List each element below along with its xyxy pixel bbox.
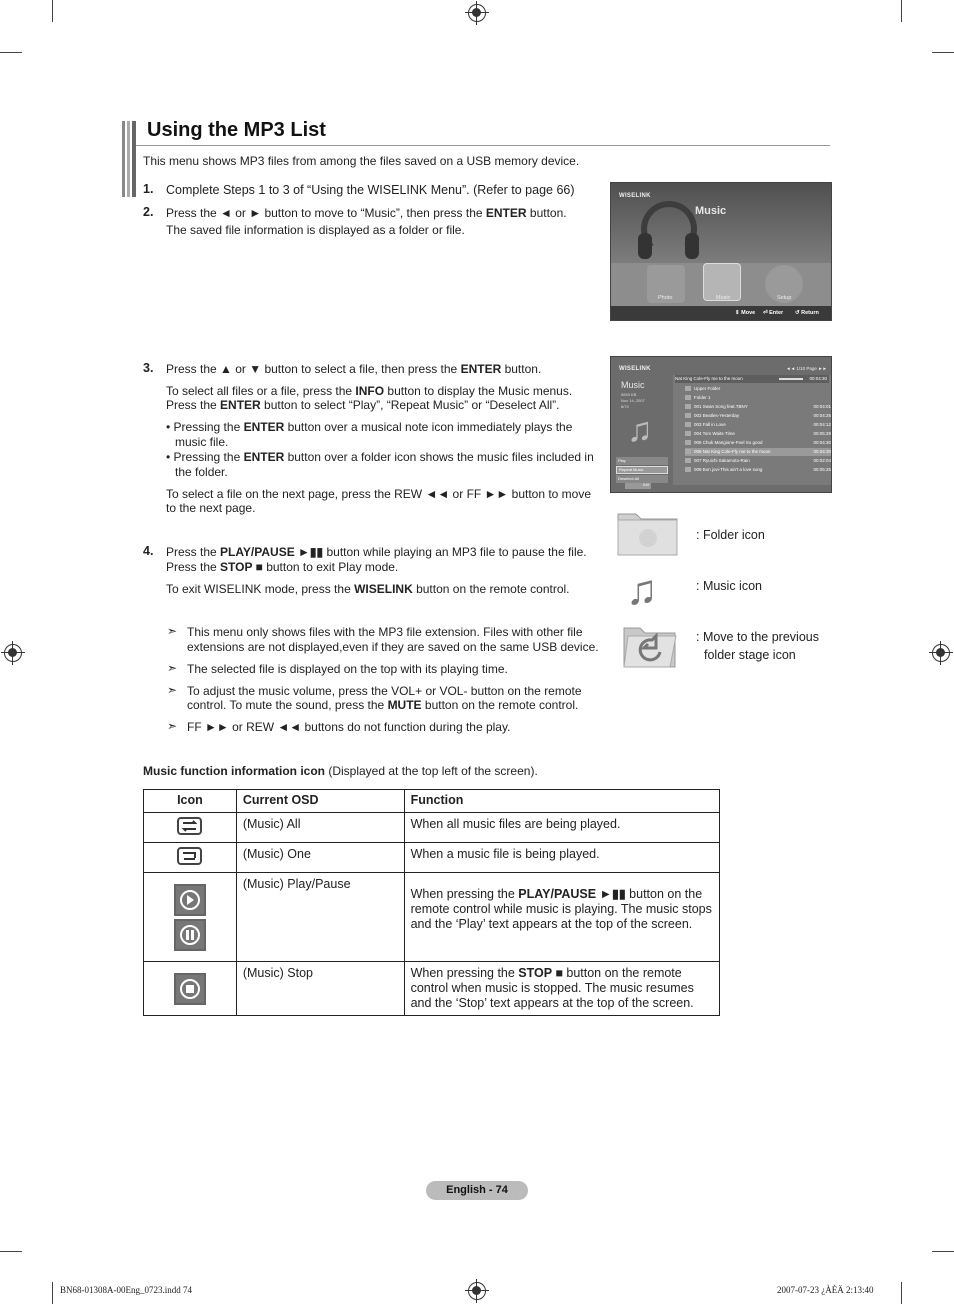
- step-3-line-1: Press the ▲ or ▼ button to select a file, then press the ENTER button.: [166, 362, 542, 376]
- step-1-text: Complete Steps 1 to 3 of “Using the WISELINK Menu”. (Refer to page 66): [166, 183, 575, 197]
- repeat-one-icon: [177, 847, 202, 865]
- previous-folder-icon: [620, 622, 680, 670]
- list-item[interactable]: 008 Bon jovi-This ain't a love song 00:05:25: [685, 466, 832, 474]
- note-marker-icon: ➣: [167, 624, 178, 638]
- registration-mark-icon: [468, 4, 486, 22]
- step-2-line-2: The saved file information is displayed as a folder or file.: [166, 223, 465, 237]
- title-accent-bar: [122, 121, 136, 197]
- step-number: 3.: [143, 361, 154, 375]
- crop-mark: [932, 1251, 954, 1252]
- crop-mark: [52, 1282, 53, 1304]
- crop-mark: [932, 52, 954, 53]
- note-marker-icon: ➣: [167, 719, 178, 733]
- music-function-table: [143, 789, 720, 1016]
- screen-title: Music: [695, 205, 727, 217]
- note-3-line-1: To adjust the music volume, press the VOL+ or VOL- button on the remote: [187, 684, 582, 698]
- crop-mark: [52, 0, 53, 22]
- step-3-bullet-1: • Pressing the ENTER button over a musical note icon immediately plays the: [166, 420, 573, 434]
- list-item[interactable]: 003 Fall in Love 00:04:12: [685, 421, 832, 429]
- step-number: 2.: [143, 205, 154, 219]
- list-item-selected[interactable]: 006 Nat King Cole-Fly me to the moon 00:04:30: [685, 448, 832, 456]
- list-item[interactable]: 004 Tom Waits-Time 00:05:29: [685, 430, 832, 438]
- header-function: Function: [404, 790, 719, 813]
- table-header-row: [144, 790, 720, 813]
- file-list-panel: [673, 375, 831, 485]
- screen-title: Music: [621, 380, 645, 390]
- registration-mark-icon: [468, 1282, 486, 1300]
- music-note-icon: ♫: [627, 411, 653, 449]
- enter-hint: ⏎ Enter: [763, 310, 784, 316]
- folder-icon-label: : Folder icon: [696, 528, 765, 542]
- step-3-bullet-2: • Pressing the ENTER button over a folder icon shows the music files included in: [166, 450, 594, 464]
- page-indicator: ◄◄ 1/10 Page ►►: [786, 366, 827, 371]
- stop-icon: [174, 973, 206, 1005]
- list-item[interactable]: 002 Beatles-Yesterday 00:04:25: [685, 412, 832, 420]
- note-1-line-1: This menu only shows files with the MP3 file extension. Files with other file: [187, 625, 583, 639]
- step-3-bullet-2-cont: the folder.: [175, 465, 228, 479]
- repeat-all-icon: [177, 817, 202, 835]
- list-item[interactable]: 005 Chuk Mangione-Feel So good 00:04:30: [685, 439, 832, 447]
- crop-mark: [901, 1282, 902, 1304]
- setup-label: Setup: [777, 295, 792, 301]
- wiselink-logo: WISELINK: [619, 366, 651, 372]
- crop-mark: [901, 0, 902, 22]
- now-playing-bar: Nat King Cole-Fly me to the moon 00:04:30: [675, 376, 827, 381]
- list-item[interactable]: 001 Swan Song feat.TBNY 00:04:01: [685, 403, 832, 411]
- pause-icon: [174, 919, 206, 951]
- menu-repeat-music[interactable]: Repeat Music: [616, 466, 668, 474]
- list-item[interactable]: Upper Folder: [685, 385, 832, 393]
- list-item[interactable]: 007 Ryuichi Sakamoto-Rain 00:02:04: [685, 457, 832, 465]
- step-number: 4.: [143, 544, 154, 558]
- step-3-page-line-2: to the next page.: [166, 501, 256, 515]
- note-marker-icon: ➣: [167, 683, 178, 697]
- title-divider: [136, 145, 830, 146]
- music-list-screenshot: [610, 356, 832, 493]
- photo-label: Photo: [658, 295, 673, 301]
- step-4-line-1: Press the PLAY/PAUSE ►▮▮ button while playing an MP3 file to pause the file.: [166, 545, 587, 559]
- wiselink-main-screenshot: [610, 182, 832, 321]
- table-caption: Music function information icon (Displayed at the top left of the screen).: [143, 764, 538, 778]
- note-3-line-2: control. To mute the sound, press the MUTE button on the remote control.: [187, 698, 579, 712]
- navigation-bar: [611, 306, 831, 320]
- step-4-line-2: Press the STOP ■ button to exit Play mode.: [166, 560, 399, 574]
- play-icon: [174, 884, 206, 916]
- imprint-file: BN68-01308A-00Eng_0723.indd 74: [60, 1285, 192, 1295]
- table-row: (Music) Stop When pressing the STOP ■ button on the remote control when music is stopped. The music resumes and the ‘Stop’ text appears at the top of the screen.: [144, 962, 720, 1016]
- note-1-line-2: extensions are not displayed,even if they are saved on the same USB device.: [187, 640, 599, 654]
- note-4: FF ►► or REW ◄◄ buttons do not function during the play.: [187, 720, 511, 734]
- header-icon: Icon: [144, 790, 237, 813]
- page-title: Using the MP3 List: [147, 119, 326, 141]
- music-label: Music: [716, 295, 731, 301]
- step-number: 1.: [143, 182, 154, 196]
- step-3-page-line-1: To select a file on the next page, press the REW ◄◄ or FF ►► button to move: [166, 487, 592, 501]
- file-info: 5693 KB Nov 14, 2007 8/74: [621, 392, 645, 409]
- note-marker-icon: ➣: [167, 661, 178, 675]
- step-3-enter-line: Press the ENTER button to select “Play”, “Repeat Music” or “Deselect All”.: [166, 398, 560, 412]
- music-icon: ♫: [626, 566, 658, 613]
- intro-text: This menu shows MP3 files from among the files saved on a USB memory device.: [143, 154, 580, 168]
- step-2-line-1: Press the ◄ or ► button to move to “Music”, then press the ENTER button.: [166, 206, 567, 220]
- step-3-bullet-1-cont: music file.: [175, 435, 229, 449]
- header-current-osd: Current OSD: [236, 790, 404, 813]
- step-3-info-line: To select all files or a file, press the INFO button to display the Music menus.: [166, 384, 573, 398]
- crop-mark: [0, 52, 22, 53]
- previous-folder-label-2: folder stage icon: [704, 648, 796, 662]
- menu-deselect-all[interactable]: Deselect All: [616, 475, 668, 483]
- folder-icon: [616, 508, 679, 556]
- move-hint: ⇕ Move: [735, 310, 756, 316]
- exit-button[interactable]: Exit: [625, 483, 651, 489]
- list-item[interactable]: Folder 1: [685, 394, 832, 402]
- table-row: (Music) One When a music file is being played.: [144, 843, 720, 873]
- table-row: (Music) Play/Pause When pressing the PLAY/PAUSE ►▮▮ button on the remote control while music is playing. The music stops and the ‘Play’ text appears at the top of the screen.: [144, 873, 720, 962]
- imprint-date: 2007-07-23 ¿ÀÈÄ 2:13:40: [777, 1285, 874, 1295]
- registration-mark-icon: [932, 644, 950, 662]
- menu-play[interactable]: Play: [616, 457, 668, 465]
- page-number-badge: English - 74: [426, 1181, 528, 1200]
- crop-mark: [0, 1251, 22, 1252]
- return-hint: ↺ Return: [795, 310, 819, 316]
- wiselink-logo: WISELINK: [619, 193, 651, 199]
- table-row: (Music) All When all music files are being played.: [144, 813, 720, 843]
- registration-mark-icon: [4, 644, 22, 662]
- previous-folder-label-1: : Move to the previous: [696, 630, 819, 644]
- note-2: The selected file is displayed on the top with its playing time.: [187, 662, 508, 676]
- step-4-line-3: To exit WISELINK mode, press the WISELINK button on the remote control.: [166, 582, 570, 596]
- music-icon-label: : Music icon: [696, 579, 762, 593]
